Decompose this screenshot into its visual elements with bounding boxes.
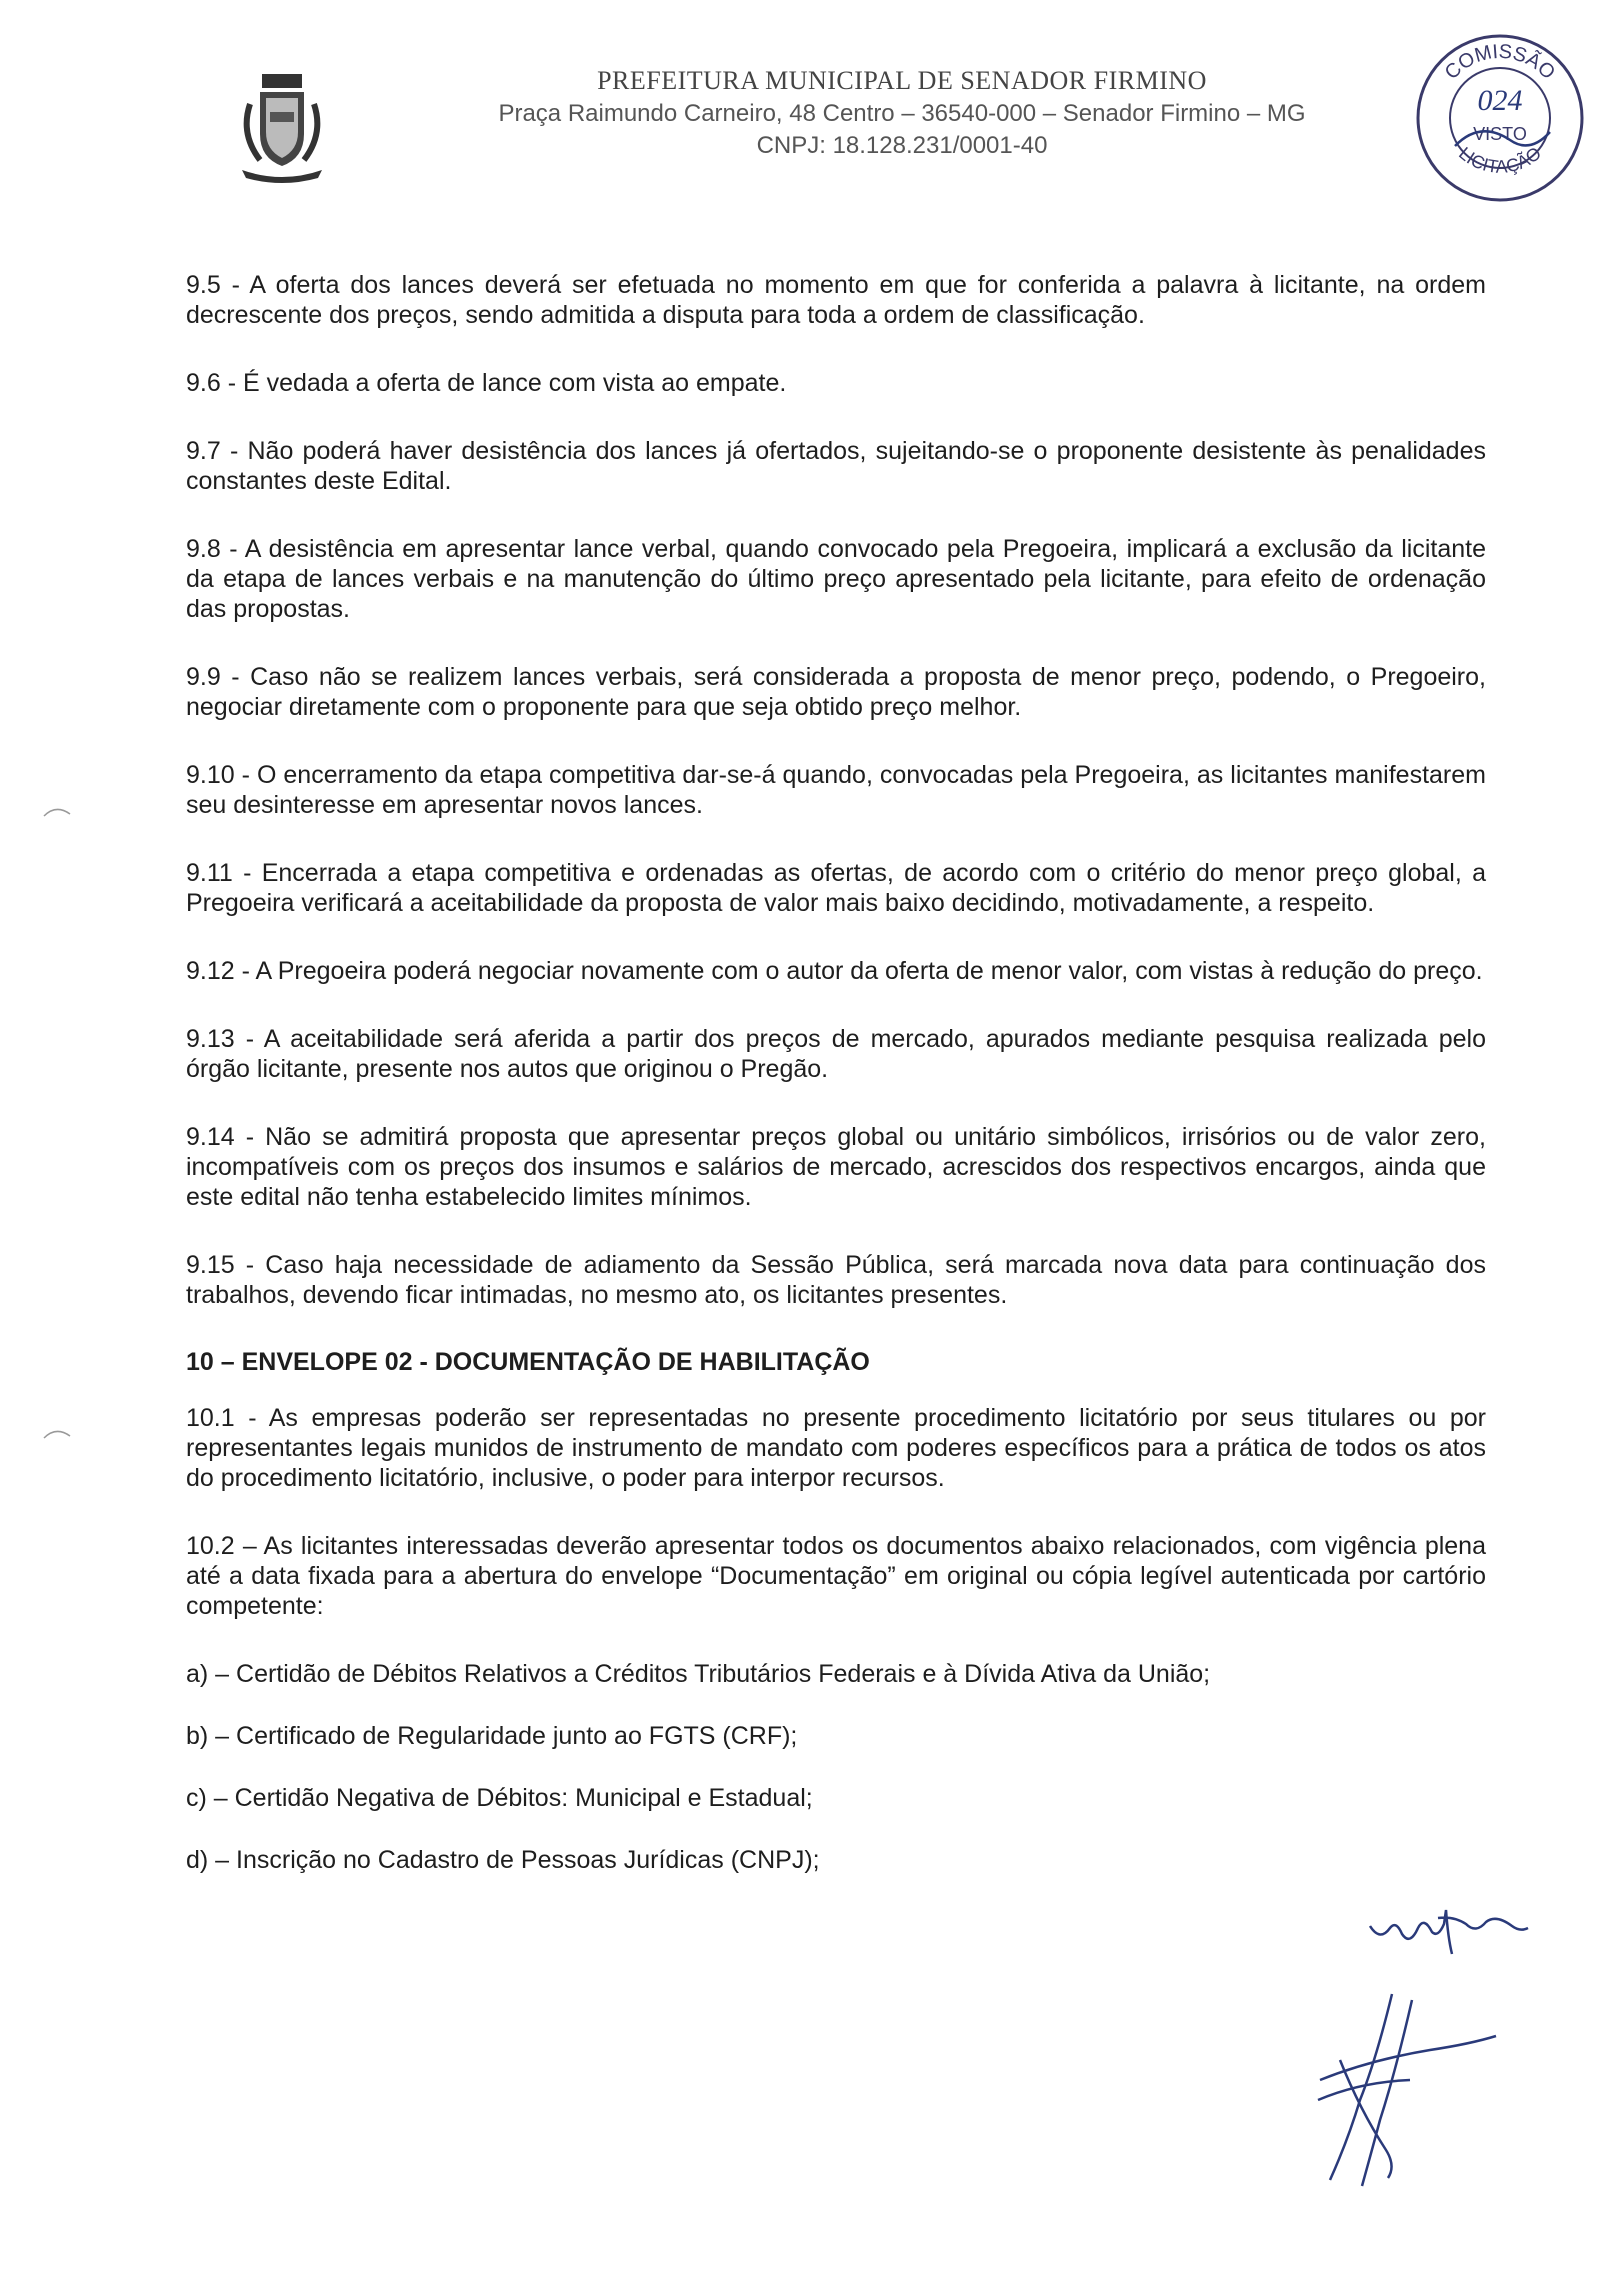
document-body bbox=[186, 270, 1486, 1907]
handwritten-signature bbox=[1300, 1990, 1500, 2190]
initials-signature bbox=[1362, 1888, 1532, 1958]
institution-name: PREFEITURA MUNICIPAL DE SENADOR FIRMINO bbox=[597, 66, 1207, 95]
clause-9-12: 9.12 - A Pregoeira poderá negociar novamente com o autor da oferta de menor valor, com vistas à redução do preço. bbox=[186, 957, 1483, 985]
stamp-bottom-text: LICITAÇÃO bbox=[1454, 142, 1546, 177]
svg-text:LICITAÇÃO bbox=[1455, 143, 1545, 177]
clause-9-8: 9.8 - A desistência em apresentar lance verbal, quando convocado pela Pregoeira, implicará a exclusão da licitante da etapa de lances verbais e na manutenção do último preço apresentado pela licitante, para efeito de ordenação das propostas. bbox=[186, 535, 1486, 623]
section-heading: 10 – ENVELOPE 02 - DOCUMENTAÇÃO DE HABILITAÇÃO bbox=[186, 1348, 870, 1376]
stamp-top-text: COMISSÃO bbox=[1440, 40, 1560, 84]
institution-address: Praça Raimundo Carneiro, 48 Centro – 36540-000 – Senador Firmino – MG bbox=[498, 100, 1306, 127]
list-item: d) – Inscrição no Cadastro de Pessoas Jurídicas (CNPJ); bbox=[186, 1846, 820, 1874]
institution-cnpj: CNPJ: 18.128.231/0001-40 bbox=[756, 132, 1048, 159]
margin-mark bbox=[42, 800, 72, 820]
clause-10-2: 10.2 – As licitantes interessadas deverão apresentar todos os documentos abaixo relacionados, com vigência plena até a data fixada para a abertura do envelope “Documentação” em original ou cópia legível autenticada por cartório competente: bbox=[186, 1532, 1486, 1620]
clause-10-1: 10.1 - As empresas poderão ser representadas no presente procedimento licitatório por seus titulares ou por representantes legais munidos de instrumento de mandato com poderes específicos para a prática de todos os atos do procedimento licitatório, inclusive, o poder para interpor recursos. bbox=[186, 1404, 1486, 1492]
stamp-middle-text: VISTO bbox=[1473, 124, 1527, 144]
municipal-crest-icon bbox=[232, 74, 332, 184]
list-item: b) – Certificado de Regularidade junto ao FGTS (CRF); bbox=[186, 1722, 798, 1750]
clause-9-5: 9.5 - A oferta dos lances deverá ser efetuada no momento em que for conferida a palavra à licitante, na ordem decrescente dos preços, sendo admitida a disputa para toda a ordem de classificação. bbox=[186, 271, 1486, 329]
clause-9-10: 9.10 - O encerramento da etapa competitiva dar-se-á quando, convocadas pela Pregoeira, as licitantes manifestarem seu desinteresse em apresentar novos lances. bbox=[186, 761, 1486, 819]
clause-9-7: 9.7 - Não poderá haver desistência dos lances já ofertados, sujeitando-se o proponente desistente às penalidades constantes deste Edital. bbox=[186, 437, 1486, 495]
list-item: a) – Certidão de Débitos Relativos a Créditos Tributários Federais e à Dívida Ativa da União; bbox=[186, 1660, 1211, 1688]
stamp-number: 024 bbox=[1477, 84, 1523, 117]
list-item: c) – Certidão Negativa de Débitos: Municipal e Estadual; bbox=[186, 1784, 813, 1812]
clause-9-11: 9.11 - Encerrada a etapa competitiva e ordenadas as ofertas, de acordo com o critério do menor preço global, a Pregoeira verificará a aceitabilidade da proposta de valor mais baixo decidindo, motivadamente, a respeito. bbox=[186, 859, 1486, 917]
letterhead bbox=[232, 66, 1432, 186]
commission-stamp bbox=[1410, 28, 1590, 208]
clause-9-9: 9.9 - Caso não se realizem lances verbais, será considerada a proposta de menor preço, podendo, o Pregoeiro, negociar diretamente com o proponente para que seja obtido preço melhor. bbox=[186, 663, 1486, 721]
clause-9-15: 9.15 - Caso haja necessidade de adiamento da Sessão Pública, será marcada nova data para continuação dos trabalhos, devendo ficar intimadas, no mesmo ato, os licitantes presentes. bbox=[186, 1251, 1486, 1309]
clause-9-13: 9.13 - A aceitabilidade será aferida a partir dos preços de mercado, apurados mediante pesquisa realizada pelo órgão licitante, presente nos autos que originou o Pregão. bbox=[186, 1025, 1486, 1083]
clause-9-14: 9.14 - Não se admitirá proposta que apresentar preços global ou unitário simbólicos, irrisórios ou de valor zero, incompatíveis com os preços dos insumos e salários de mercado, acrescidos dos respectivos encargos, ainda que este edital não tenha estabelecido limites mínimos. bbox=[186, 1123, 1486, 1211]
clause-9-6: 9.6 - É vedada a oferta de lance com vista ao empate. bbox=[186, 369, 787, 397]
letterhead-text bbox=[402, 66, 1402, 164]
margin-mark bbox=[42, 1422, 72, 1442]
